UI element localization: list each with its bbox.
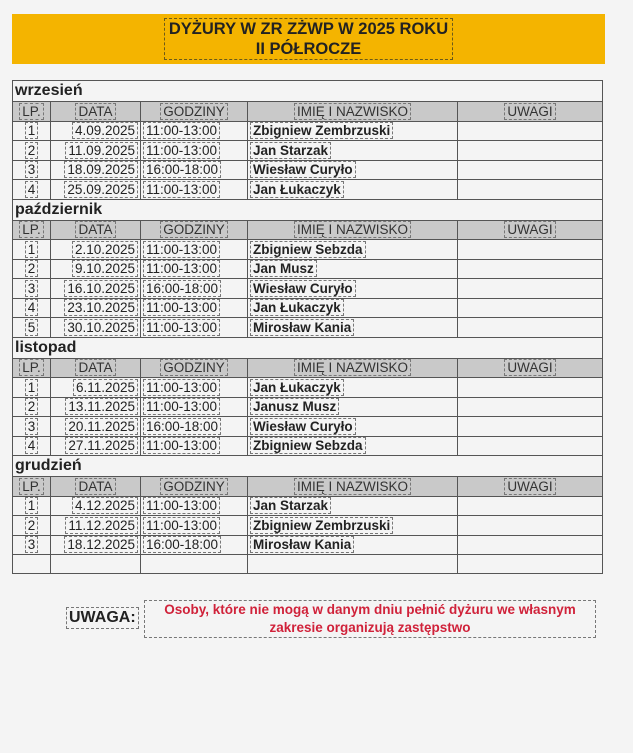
row-name-value: Wiesław Curyło <box>250 161 356 178</box>
row-notes <box>458 496 603 516</box>
row-name <box>248 378 458 398</box>
row-date <box>51 160 141 180</box>
row-date <box>51 141 141 161</box>
row-name-value: Jan Starzak <box>250 142 331 159</box>
row-name <box>248 141 458 161</box>
row-date <box>51 279 141 299</box>
row-notes <box>458 378 603 398</box>
row-name <box>248 516 458 536</box>
row-name-value: Jan Łukaczyk <box>250 299 344 316</box>
row-lp-value: 1 <box>25 241 39 258</box>
row-hours <box>141 417 248 437</box>
table-header-row <box>13 477 603 497</box>
empty-cell <box>13 555 51 574</box>
row-hours <box>141 160 248 180</box>
month-name: wrzesień <box>13 81 603 102</box>
empty-cell <box>458 555 603 574</box>
row-lp-value: 5 <box>25 319 39 336</box>
row-name <box>248 535 458 555</box>
table-row <box>13 436 603 456</box>
row-notes <box>458 180 603 200</box>
table-row <box>13 121 603 141</box>
row-hours <box>141 378 248 398</box>
row-notes <box>458 240 603 260</box>
header-date <box>51 358 141 378</box>
row-lp-value: 1 <box>25 379 39 396</box>
schedule-body <box>13 81 603 574</box>
header-notes-label: UWAGI <box>504 103 555 120</box>
row-date <box>51 298 141 318</box>
row-name <box>248 121 458 141</box>
row-lp <box>13 121 51 141</box>
row-date <box>51 259 141 279</box>
table-header-row <box>13 358 603 378</box>
row-name-value: Mirosław Kania <box>250 536 354 553</box>
row-name-value: Jan Łukaczyk <box>250 379 344 396</box>
title-banner <box>12 14 605 64</box>
row-lp-value: 2 <box>25 517 39 534</box>
note-text: Osoby, które nie mogą w danym dniu pełnić dyżuru we własnym zakresie organizują zastępstwo <box>144 600 596 638</box>
row-hours-value: 11:00-13:00 <box>143 181 220 198</box>
table-row <box>13 397 603 417</box>
row-notes <box>458 298 603 318</box>
row-hours-value: 16:00-18:00 <box>143 536 221 553</box>
row-hours <box>141 516 248 536</box>
header-name-label: IMIĘ I NAZWISKO <box>294 359 411 376</box>
header-name-label: IMIĘ I NAZWISKO <box>294 478 411 495</box>
row-name <box>248 180 458 200</box>
header-lp <box>13 358 51 378</box>
row-hours-value: 11:00-13:00 <box>143 260 220 277</box>
row-lp <box>13 298 51 318</box>
table-header-row <box>13 220 603 240</box>
empty-cell <box>51 555 141 574</box>
row-name-value: Janusz Musz <box>250 398 339 415</box>
header-date <box>51 220 141 240</box>
row-name-value: Jan Łukaczyk <box>250 181 344 198</box>
row-name-value: Zbigniew Zembrzuski <box>250 122 393 139</box>
title-line-1: DYŻURY W ZR ZŻWP W 2025 ROKU <box>168 20 449 38</box>
header-date-label: DATA <box>75 478 115 495</box>
table-row <box>13 535 603 555</box>
header-notes <box>458 102 603 122</box>
row-lp <box>13 279 51 299</box>
row-lp <box>13 496 51 516</box>
row-lp-value: 3 <box>25 536 39 553</box>
month-row <box>13 199 603 220</box>
row-date-value: 18.09.2025 <box>64 161 138 178</box>
row-lp-value: 3 <box>25 161 39 178</box>
row-date-value: 2.10.2025 <box>72 241 138 258</box>
row-hours <box>141 279 248 299</box>
row-lp <box>13 378 51 398</box>
row-notes <box>458 318 603 338</box>
row-name-value: Wiesław Curyło <box>250 418 356 435</box>
row-date <box>51 378 141 398</box>
table-row <box>13 240 603 260</box>
row-lp <box>13 240 51 260</box>
row-name <box>248 298 458 318</box>
row-notes <box>458 160 603 180</box>
row-date <box>51 417 141 437</box>
table-row <box>13 279 603 299</box>
row-date-value: 11.09.2025 <box>65 142 138 159</box>
header-notes <box>458 220 603 240</box>
row-date <box>51 516 141 536</box>
month-row <box>13 81 603 102</box>
month-name: listopad <box>13 337 603 358</box>
header-name <box>248 220 458 240</box>
table-row <box>13 496 603 516</box>
row-name <box>248 279 458 299</box>
empty-cell <box>141 555 248 574</box>
row-lp <box>13 180 51 200</box>
row-lp <box>13 141 51 161</box>
header-hours-label: GODZINY <box>160 359 228 376</box>
row-hours <box>141 397 248 417</box>
header-hours-label: GODZINY <box>160 221 228 238</box>
row-lp <box>13 535 51 555</box>
row-notes <box>458 436 603 456</box>
row-hours <box>141 240 248 260</box>
row-notes <box>458 279 603 299</box>
empty-cell <box>248 555 458 574</box>
row-date <box>51 496 141 516</box>
row-lp-value: 2 <box>25 260 39 277</box>
row-lp-value: 1 <box>25 122 39 139</box>
header-lp-label: LP. <box>19 478 44 495</box>
header-date-label: DATA <box>75 359 115 376</box>
row-date <box>51 121 141 141</box>
row-notes <box>458 121 603 141</box>
row-hours-value: 16:00-18:00 <box>143 280 221 297</box>
row-hours <box>141 298 248 318</box>
header-name-label: IMIĘ I NAZWISKO <box>294 221 411 238</box>
row-date <box>51 240 141 260</box>
note-section <box>66 600 596 642</box>
row-hours-value: 11:00-13:00 <box>143 398 220 415</box>
row-lp <box>13 259 51 279</box>
row-name-value: Zbigniew Zembrzuski <box>250 517 393 534</box>
title-line-2: II PÓŁROCZE <box>255 40 362 58</box>
header-date-label: DATA <box>75 103 115 120</box>
row-hours <box>141 496 248 516</box>
row-hours <box>141 318 248 338</box>
empty-row <box>13 555 603 574</box>
row-hours <box>141 141 248 161</box>
row-date <box>51 180 141 200</box>
row-notes <box>458 535 603 555</box>
row-date-value: 11.12.2025 <box>65 517 138 534</box>
table-row <box>13 516 603 536</box>
row-lp-value: 3 <box>25 418 39 435</box>
header-lp-label: LP. <box>19 221 44 238</box>
row-date-value: 13.11.2025 <box>65 398 138 415</box>
row-date-value: 9.10.2025 <box>72 260 138 277</box>
row-date-value: 4.09.2025 <box>72 122 138 139</box>
row-date-value: 4.12.2025 <box>72 497 138 514</box>
note-label: UWAGA: <box>66 607 139 629</box>
row-date-value: 30.10.2025 <box>64 319 138 336</box>
row-date <box>51 436 141 456</box>
row-lp <box>13 436 51 456</box>
row-hours <box>141 121 248 141</box>
month-name: październik <box>13 199 603 220</box>
row-hours-value: 11:00-13:00 <box>143 497 220 514</box>
header-notes-label: UWAGI <box>504 478 555 495</box>
header-hours <box>141 102 248 122</box>
header-lp-label: LP. <box>19 103 44 120</box>
row-date <box>51 397 141 417</box>
header-lp <box>13 477 51 497</box>
table-row <box>13 378 603 398</box>
row-date <box>51 318 141 338</box>
row-hours-value: 11:00-13:00 <box>143 517 220 534</box>
row-lp-value: 2 <box>25 398 39 415</box>
row-date <box>51 535 141 555</box>
row-name <box>248 417 458 437</box>
table-row <box>13 298 603 318</box>
header-date <box>51 477 141 497</box>
header-hours-label: GODZINY <box>160 103 228 120</box>
header-lp <box>13 102 51 122</box>
row-date-value: 18.12.2025 <box>64 536 138 553</box>
row-name-value: Jan Starzak <box>250 497 331 514</box>
table-row <box>13 160 603 180</box>
row-lp-value: 4 <box>25 437 39 454</box>
header-date-label: DATA <box>75 221 115 238</box>
row-lp <box>13 417 51 437</box>
table-header-row <box>13 102 603 122</box>
row-hours-value: 11:00-13:00 <box>143 319 220 336</box>
header-notes-label: UWAGI <box>504 359 555 376</box>
header-date <box>51 102 141 122</box>
row-name <box>248 436 458 456</box>
row-name <box>248 240 458 260</box>
row-hours-value: 11:00-13:00 <box>143 142 220 159</box>
row-notes <box>458 259 603 279</box>
row-lp-value: 3 <box>25 280 39 297</box>
row-lp-value: 4 <box>25 299 39 316</box>
row-name-value: Wiesław Curyło <box>250 280 356 297</box>
header-notes <box>458 477 603 497</box>
row-notes <box>458 516 603 536</box>
month-row <box>13 337 603 358</box>
row-notes <box>458 141 603 161</box>
row-notes <box>458 417 603 437</box>
row-lp <box>13 160 51 180</box>
table-row <box>13 417 603 437</box>
table-row <box>13 180 603 200</box>
table-row <box>13 318 603 338</box>
row-date-value: 20.11.2025 <box>65 418 138 435</box>
row-lp <box>13 516 51 536</box>
header-hours-label: GODZINY <box>160 478 228 495</box>
row-lp-value: 1 <box>25 497 39 514</box>
row-hours <box>141 259 248 279</box>
header-lp-label: LP. <box>19 359 44 376</box>
row-name <box>248 259 458 279</box>
header-name <box>248 358 458 378</box>
row-lp <box>13 318 51 338</box>
row-date-value: 6.11.2025 <box>73 379 138 396</box>
row-name <box>248 397 458 417</box>
header-lp <box>13 220 51 240</box>
row-name-value: Jan Musz <box>250 260 317 277</box>
row-name <box>248 496 458 516</box>
row-name-value: Mirosław Kania <box>250 319 354 336</box>
row-date-value: 25.09.2025 <box>64 181 138 198</box>
row-hours-value: 16:00-18:00 <box>143 161 221 178</box>
table-row <box>13 259 603 279</box>
row-lp-value: 4 <box>25 181 39 198</box>
row-date-value: 27.11.2025 <box>65 437 138 454</box>
row-hours-value: 11:00-13:00 <box>143 437 220 454</box>
row-name <box>248 318 458 338</box>
row-hours <box>141 436 248 456</box>
month-row <box>13 456 603 477</box>
row-hours-value: 11:00-13:00 <box>143 299 220 316</box>
table-row <box>13 141 603 161</box>
row-lp <box>13 397 51 417</box>
header-hours <box>141 358 248 378</box>
header-hours <box>141 220 248 240</box>
header-name-label: IMIĘ I NAZWISKO <box>294 103 411 120</box>
row-notes <box>458 397 603 417</box>
header-notes <box>458 358 603 378</box>
row-hours <box>141 180 248 200</box>
month-name: grudzień <box>13 456 603 477</box>
header-name <box>248 477 458 497</box>
row-date-value: 23.10.2025 <box>64 299 138 316</box>
row-lp-value: 2 <box>25 142 39 159</box>
header-name <box>248 102 458 122</box>
header-notes-label: UWAGI <box>504 221 555 238</box>
row-name-value: Zbigniew Sebzda <box>250 241 366 258</box>
row-name <box>248 160 458 180</box>
row-hours-value: 11:00-13:00 <box>143 241 220 258</box>
row-hours-value: 16:00-18:00 <box>143 418 221 435</box>
row-name-value: Zbigniew Sebzda <box>250 437 366 454</box>
row-date-value: 16.10.2025 <box>64 280 138 297</box>
row-hours-value: 11:00-13:00 <box>143 379 220 396</box>
title-text <box>164 18 453 60</box>
header-hours <box>141 477 248 497</box>
row-hours-value: 11:00-13:00 <box>143 122 220 139</box>
row-hours <box>141 535 248 555</box>
duty-schedule-table <box>12 80 603 574</box>
